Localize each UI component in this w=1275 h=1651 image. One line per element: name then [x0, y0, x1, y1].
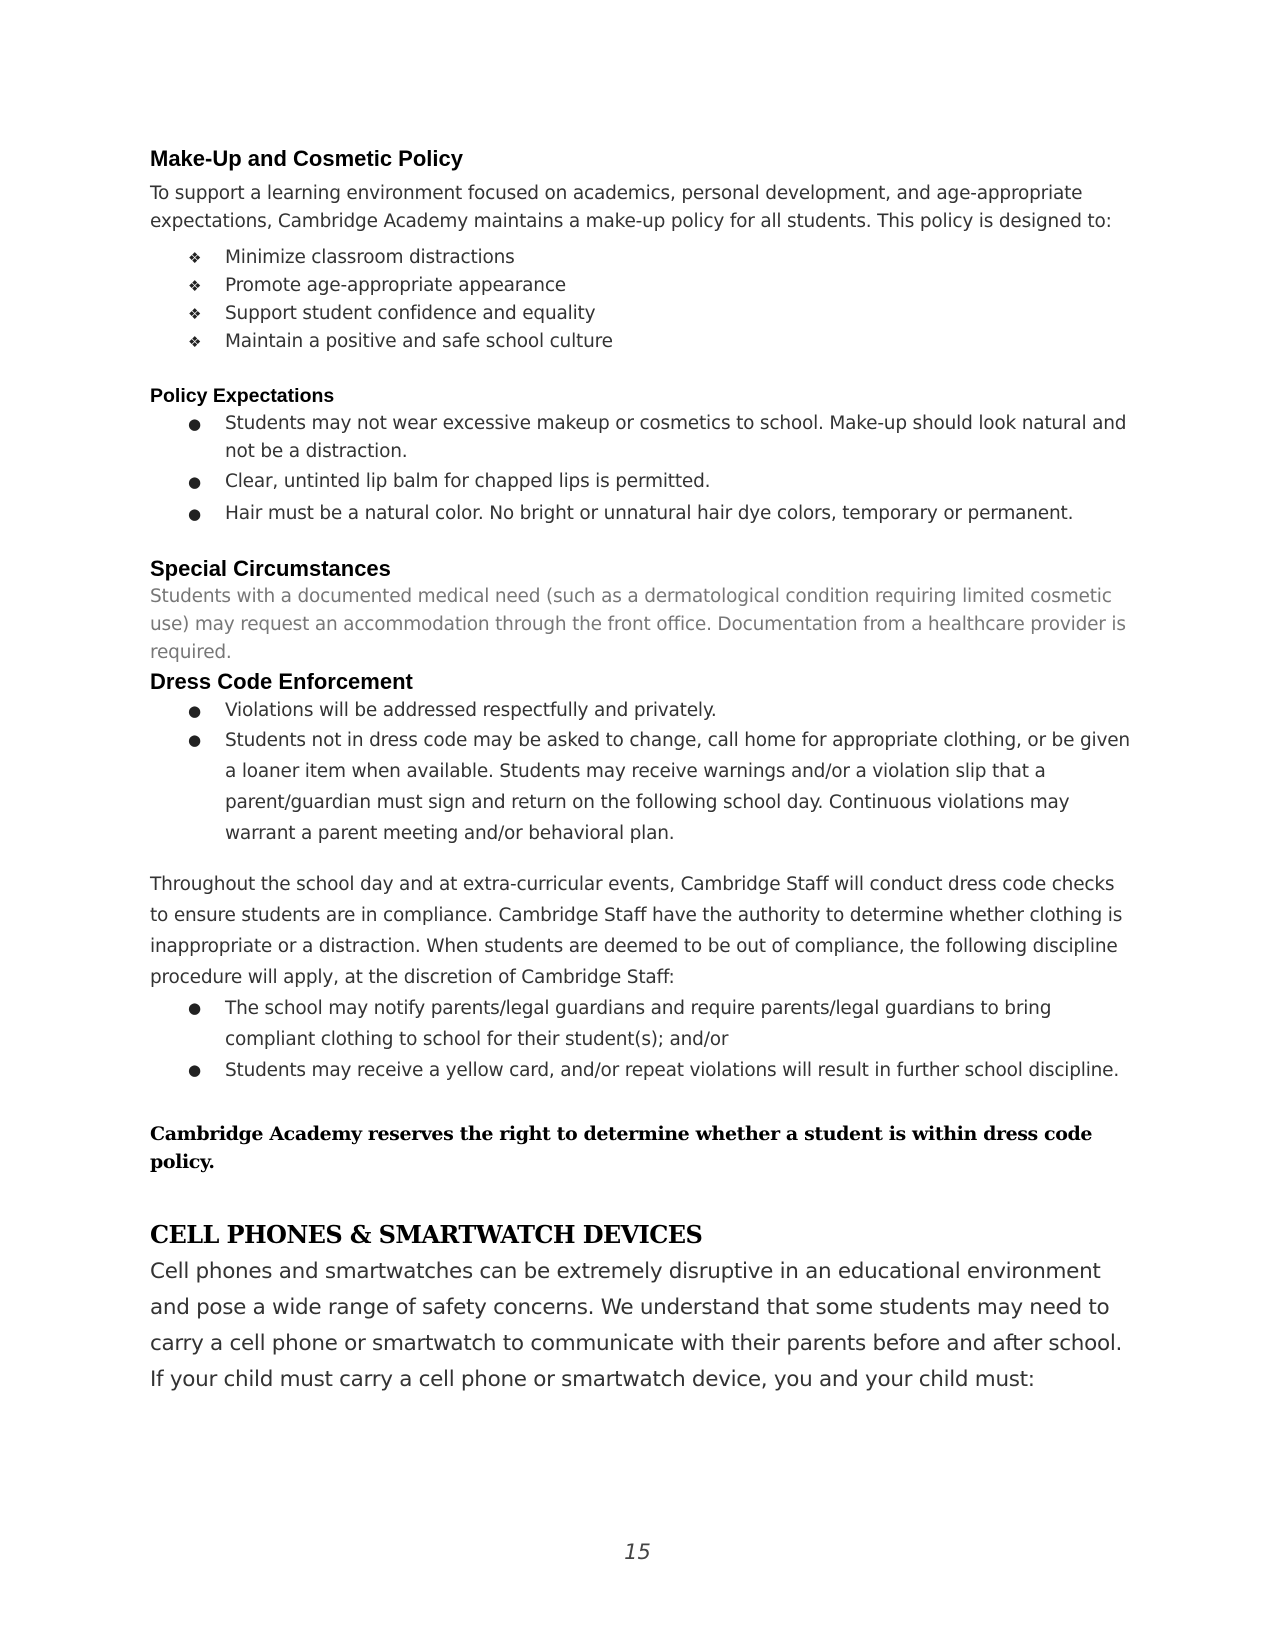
diamond-bullet-icon: ❖ [188, 333, 202, 351]
list-item: ● Clear, untinted lip balm for chapped lips is permitted. [150, 468, 1130, 496]
reservation-statement: Cambridge Academy reserves the right to determine whether a student is within dress code policy. [150, 1123, 1093, 1173]
dress-code-enforcement-heading: Dress Code Enforcement [150, 669, 413, 694]
list-item: ● Students may receive a yellow card, and/or repeat violations will result in further school discipline. [150, 1055, 1130, 1086]
list-item: ❖ Maintain a positive and safe school culture [150, 328, 1130, 356]
cell-phones-text: Cell phones and smartwatches can be extremely disruptive in an educational environment and pose a wide range of safety concerns. We understand that some students may need to carry a cell phone or smartwatch to communicate with their parents before and after school. If your child must carry a cell phone or smartwatch device, you and your child must: [150, 1259, 1123, 1392]
bullet-icon: ● [188, 702, 201, 720]
document-page [150, 146, 1130, 1398]
special-circumstances-text: Students with a documented medical need (such as a dermatological condition requiring limited cosmetic use) may request an accommodation through the front office. Documentation from a healthcare provider is required. [150, 586, 1126, 663]
bullet-icon: ● [188, 415, 201, 433]
list-item: ❖ Minimize classroom distractions [150, 244, 1130, 272]
policy-expectations-list [150, 410, 1130, 528]
diamond-bullet-icon: ❖ [188, 249, 202, 267]
bullet-icon: ● [188, 1061, 201, 1079]
makeup-heading: Make-Up and Cosmetic Policy [150, 146, 463, 171]
bullet-icon: ● [188, 731, 201, 749]
cell-phones-heading: CELL PHONES & SMARTWATCH DEVICES [150, 1220, 703, 1249]
enforcement-list [150, 697, 1130, 849]
makeup-intro: To support a learning environment focused on academics, personal development, and age-appropriate expectations, Cambridge Academy maintains a make-up policy for all students. This policy is designed to: [150, 183, 1112, 232]
list-item: ● Violations will be addressed respectfully and privately. [150, 697, 1130, 725]
diamond-bullet-icon: ❖ [188, 277, 202, 295]
list-item: ● Students may not wear excessive makeup or cosmetics to school. Make-up should look natural and not be a distraction. [150, 410, 1130, 466]
diamond-bullet-icon: ❖ [188, 305, 202, 323]
discipline-list [150, 993, 1130, 1086]
list-item: ❖ Support student confidence and equality [150, 300, 1130, 328]
bullet-icon: ● [188, 999, 201, 1017]
special-circumstances-heading: Special Circumstances [150, 556, 391, 581]
discipline-paragraph: Throughout the school day and at extra-curricular events, Cambridge Staff will conduct dress code checks to ensure students are in compliance. Cambridge Staff have the authority to determine whether clothing is inappropriate or a distraction. When students are deemed to be out of compliance, the following discipline procedure will apply, at the discretion of Cambridge Staff: [150, 874, 1123, 988]
page-number: 15 [624, 1540, 651, 1564]
policy-expectations-heading: Policy Expectations [150, 385, 335, 407]
list-item: ● The school may notify parents/legal guardians and require parents/legal guardians to bring compliant clothing to school for their student(s); and/or [150, 993, 1130, 1055]
makeup-goals-list [150, 244, 1130, 356]
bullet-icon: ● [188, 505, 201, 523]
list-item: ● Students not in dress code may be asked to change, call home for appropriate clothing, or be given a loaner item when available. Students may receive warnings and/or a violation slip that a parent/guardian must sign and return on the following school day. Continuous violations may warrant a parent meeting and/or behavioral plan. [150, 725, 1130, 849]
list-item: ❖ Promote age-appropriate appearance [150, 272, 1130, 300]
bullet-icon: ● [188, 473, 201, 491]
list-item: ● Hair must be a natural color. No bright or unnatural hair dye colors, temporary or permanent. [150, 500, 1130, 528]
